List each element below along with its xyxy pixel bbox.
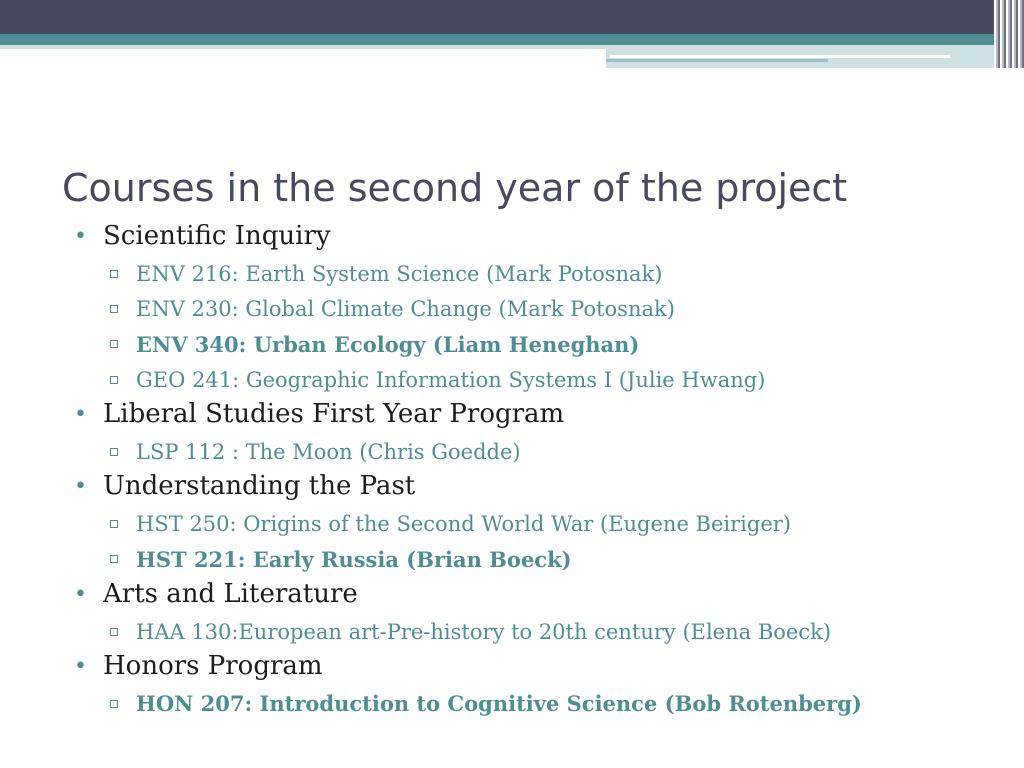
course-item xyxy=(72,509,1002,540)
section-heading-text: Arts and Literature xyxy=(103,579,358,609)
slide-title: Courses in the second year of the project xyxy=(62,166,848,210)
course-item xyxy=(72,437,1002,468)
section-heading-text: Understanding the Past xyxy=(103,471,416,501)
bullet-dot-icon: • xyxy=(74,582,87,607)
course-item-highlighted xyxy=(72,544,1002,576)
course-item xyxy=(72,294,1002,325)
course-item-text: ENV 230: Global Climate Change (Mark Potosnak) xyxy=(136,297,675,321)
square-bullet-icon xyxy=(110,520,118,528)
bullet-dot-icon: • xyxy=(74,224,87,249)
header-band-dark xyxy=(0,0,1024,34)
course-item-text: HON 207: Introduction to Cognitive Science (Bob Rotenberg) xyxy=(136,691,862,716)
section-heading xyxy=(72,468,1002,505)
bullet-dot-icon: • xyxy=(74,402,87,427)
header-band-light-line xyxy=(0,45,606,49)
course-item-text: ENV 340: Urban Ecology (Liam Heneghan) xyxy=(136,332,640,357)
course-item-highlighted xyxy=(72,689,1002,719)
bullet-dot-icon: • xyxy=(74,654,87,679)
course-list xyxy=(72,218,1002,719)
section-scientific-inquiry xyxy=(72,218,1002,396)
section-arts-and-literature xyxy=(72,576,1002,648)
section-heading-text: Scientific Inquiry xyxy=(103,221,331,251)
header-band-teal-line xyxy=(606,59,828,62)
section-heading-text: Liberal Studies First Year Program xyxy=(103,399,565,429)
section-heading xyxy=(72,396,1002,433)
square-bullet-icon xyxy=(110,270,118,278)
section-heading xyxy=(72,576,1002,613)
section-heading xyxy=(72,218,1002,255)
section-honors-program xyxy=(72,648,1002,719)
section-understanding-the-past xyxy=(72,468,1002,576)
square-bullet-icon xyxy=(110,700,118,708)
course-item xyxy=(72,365,1002,396)
square-bullet-icon xyxy=(110,376,118,384)
square-bullet-icon xyxy=(110,305,118,313)
bullet-dot-icon: • xyxy=(74,474,87,499)
course-item-text: HST 250: Origins of the Second World War (Eugene Beiriger) xyxy=(136,512,791,536)
course-item xyxy=(72,617,1002,648)
header-vertical-stripes xyxy=(994,0,1024,68)
section-heading-text: Honors Program xyxy=(103,651,323,681)
course-item-highlighted xyxy=(72,329,1002,361)
header-band-white-line xyxy=(610,55,950,58)
section-liberal-studies xyxy=(72,396,1002,468)
course-item-text: GEO 241: Geographic Information Systems I (Julie Hwang) xyxy=(136,368,766,392)
course-item-text: HST 221: Early Russia (Brian Boeck) xyxy=(136,547,572,572)
square-bullet-icon xyxy=(110,448,118,456)
course-item-text: HAA 130:European art-Pre-history to 20th century (Elena Boeck) xyxy=(136,620,832,644)
square-bullet-icon xyxy=(110,628,118,636)
course-item-text: LSP 112 : The Moon (Chris Goedde) xyxy=(136,440,521,464)
course-item xyxy=(72,259,1002,290)
section-heading xyxy=(72,648,1002,685)
square-bullet-icon xyxy=(110,340,118,348)
header-band-teal xyxy=(0,34,1024,45)
course-item-text: ENV 216: Earth System Science (Mark Potosnak) xyxy=(136,262,663,286)
square-bullet-icon xyxy=(110,555,118,563)
